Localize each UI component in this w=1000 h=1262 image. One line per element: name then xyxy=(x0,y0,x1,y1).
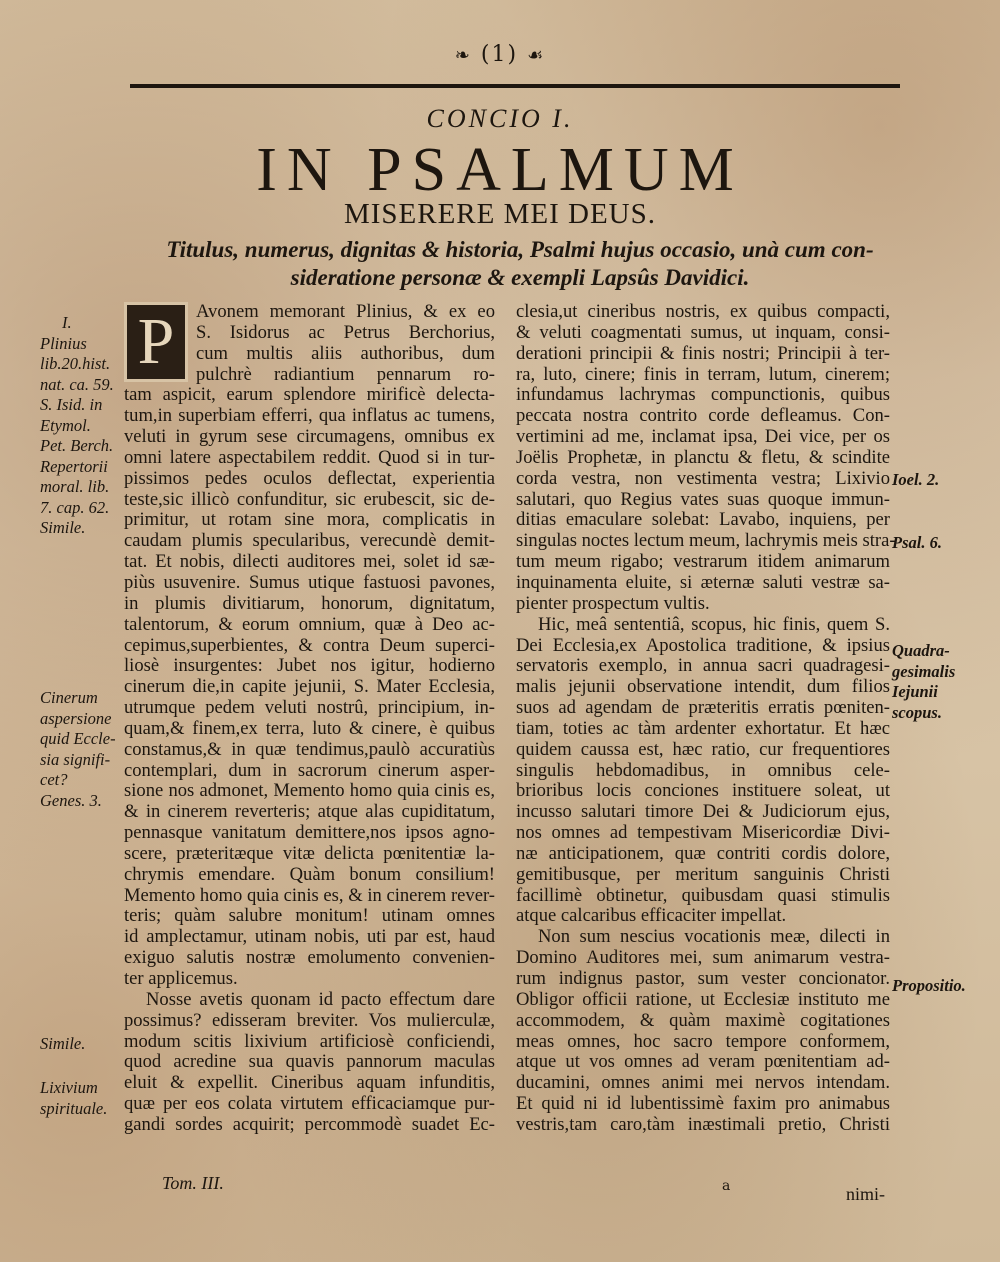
text-line: quidem caussa est, hæc ratio, cur frequentiores xyxy=(516,738,890,760)
margin-note-group xyxy=(40,1078,124,1119)
text-line: teste,sic illicò confunditur, sic erubescit, sic de- xyxy=(124,488,495,510)
text-line: servatoris exemplo, in annua sacri quadragesi- xyxy=(516,655,890,677)
text-line: quam,& finem,ex terra, luto & cinere, è quibus xyxy=(124,717,495,739)
text-line: liosè insurgentes: Jubet nos igitur, hodierno xyxy=(124,655,495,677)
text-line: incusso salutari timore Dei & Judiciorum ejus, xyxy=(516,801,890,823)
text-line: ditias emaculare solebat: Lavabo, inquiens, per xyxy=(516,509,890,531)
concio-label: CONCIO I. xyxy=(426,104,574,133)
margin-note: nat. ca. 59. xyxy=(40,374,114,394)
text-line: facillimè obtinetur, quibusdam quasi stimulis xyxy=(516,884,890,906)
text-line: infundamus lachrymas compunctionis, quibus xyxy=(516,384,890,406)
text-line: pennasque vanitatum demittere,nos ipsos agno- xyxy=(124,822,495,844)
text-line: inquinamenta eluite, si æternæ saluti vestræ sa- xyxy=(516,571,890,593)
text-line: clesia,ut cineribus nostris, ex quibus compacti, xyxy=(516,301,890,322)
margin-note: lib.20.hist. xyxy=(40,354,111,373)
margin-note: spirituale. xyxy=(40,1098,108,1118)
text-line: contemplari, dum in sacrorum cinerum asper- xyxy=(124,759,495,781)
text-line: chrymis emendare. Quàm bonum consilium! xyxy=(124,863,495,885)
text-line: Et quid ni id lubentissimè faxim pro animabus xyxy=(516,1093,890,1115)
page-subtitle: MISERERE MEI DEUS. xyxy=(343,198,657,230)
margin-note: scopus. xyxy=(892,702,942,722)
dropcap-initial: P xyxy=(124,302,188,382)
margin-note: Psal. 6. xyxy=(892,533,942,552)
text-line: tam aspicit, earum splendore mirificè delecta- xyxy=(124,384,495,406)
volume-label: Tom. III. xyxy=(162,1173,224,1193)
text-line: sione nos admonet, Memento homo quia cinis es, xyxy=(124,780,495,802)
text-line: rum indignus pastor, sum vester concionator. xyxy=(516,968,890,989)
text-line: possimus? edisseram breviter. Vos mulierculæ, xyxy=(124,1009,495,1031)
text-line: pissimos pedes oculos deflectat, experientia xyxy=(124,467,495,489)
text-line: meas omnes, hoc sacro tempore conformem, xyxy=(516,1030,890,1052)
margin-note: Repertorii xyxy=(40,456,108,476)
text-line: ducamini, omnes animi mei nervos intendam. xyxy=(516,1072,890,1094)
text-line: cum multis aliis authoribus, dum xyxy=(196,342,495,364)
right-text-column xyxy=(516,301,896,1136)
text-line: tiam, toties ac tàm ardenter exhortatur. Et hæc xyxy=(516,717,890,739)
heading-line: sideratione personæ & exempli Lapsûs Davidici. xyxy=(290,265,750,290)
text-line: peccata nostra contrito corde defleamus. Con- xyxy=(516,405,890,427)
text-line: & veluti coagmentati sumus, ut inquam, consi- xyxy=(516,321,890,343)
text-line: talentorum, & eorum omnium, quæ à Deo ac- xyxy=(124,613,495,635)
margin-note: S. Isid. in xyxy=(40,395,103,414)
text-line: omni latere aspectabilem reddit. Quod si in tur- xyxy=(124,446,495,468)
page-header xyxy=(0,42,1000,67)
margin-note: moral. lib. xyxy=(40,477,110,496)
text-line: in plumis divitiarum, honorum, dignitatum, xyxy=(124,592,495,614)
text-line: Memento homo quia cinis es, & in cinerem rever- xyxy=(124,884,495,906)
text-line: Joëlis Prophetæ, in planctu & fletu, & scindite xyxy=(516,446,890,468)
text-line: veluti in gyrum sese circumagens, omnibus ex xyxy=(124,426,495,448)
text-line: & in cinerem reverteris; atque alas cupiditatum, xyxy=(124,801,495,823)
text-line: Obligor officii ratione, ut Ecclesiæ instituto me xyxy=(516,988,890,1010)
text-line: Avonem memorant Plinius, & ex eo xyxy=(196,301,495,322)
text-line: id amplectamur, utinam nobis, uti par est, haud xyxy=(124,926,495,948)
signature-mark: a xyxy=(722,1178,731,1194)
text-line: singulis hebdomadibus, in omnibus cele- xyxy=(516,759,890,781)
text-line: Domino Auditores mei, sum animarum vestra- xyxy=(516,947,890,969)
margin-note: Pet. Berch. xyxy=(40,436,114,455)
text-line: singulas noctes lectum meum, lachrymis meis stra- xyxy=(516,530,896,552)
margin-note: Simile. xyxy=(40,518,86,537)
text-line: S. Isidorus ac Petrus Berchorius, xyxy=(196,321,495,343)
margin-note: Quadra- xyxy=(892,641,950,660)
ornament-right-icon: ☙ xyxy=(527,45,546,66)
page-title: IN PSALMUM xyxy=(256,136,744,204)
margin-note: Ioel. 2. xyxy=(892,470,940,489)
text-line: suos ad agendam de præteritis erratis pœniten- xyxy=(516,697,890,719)
text-line: Non sum nescius vocationis meæ, dilecti in xyxy=(538,926,890,948)
margin-note: Propositio. xyxy=(892,976,966,995)
margin-note: Genes. 3. xyxy=(40,790,102,810)
text-line: atque ut vos omnes ad veram pœnitentiam ad- xyxy=(516,1051,890,1073)
text-line: utrumque pedem veluti nostrû, principium, in- xyxy=(124,697,495,719)
text-line: tum,in superbiam efferri, qua inflatus ac tumens, xyxy=(124,405,495,427)
text-line: Dei Ecclesia,ex Apostolica traditione, & ipsius xyxy=(516,634,890,656)
page-number: (1) xyxy=(480,42,519,67)
text-line: cepimus,superbientes, & contra Deum superci- xyxy=(124,634,495,656)
text-line: malis jejunii observatione intendit, dum filios xyxy=(516,676,890,698)
text-line: pienter prospectum vultis. xyxy=(516,592,710,614)
text-line: gandi sordes acquirit; percommodè suadet Ec- xyxy=(124,1113,495,1135)
text-line: exiguo salutis nostræ emolumento convenien- xyxy=(124,947,495,969)
text-line: corda vestra, non vestimenta vestra; Lixivio xyxy=(516,467,890,489)
margin-note: gesimalis xyxy=(892,661,956,681)
margin-note: I. xyxy=(62,313,72,332)
margin-note: cet? xyxy=(40,770,68,789)
text-line: derationi principii & finis nostri; Principii à ter- xyxy=(516,342,890,364)
text-line: eluit & expellit. Cineribus aquam infunditis, xyxy=(124,1072,495,1094)
text-line: caudam plumis specularibus, verecundè demit- xyxy=(124,530,495,552)
margin-note: aspersione xyxy=(40,708,112,728)
text-line: tat. Et nobis, dilecti auditores mei, solet id sæ- xyxy=(124,551,495,573)
text-line: teris; quàm salubre monitum! utinam omnes xyxy=(124,905,495,927)
section-heading xyxy=(140,236,900,292)
margin-note: Iejunii xyxy=(892,682,938,701)
margin-note: Lixivium xyxy=(40,1078,98,1097)
text-line: nos omnes ad tempestivam Misericordiæ Divi- xyxy=(516,822,890,844)
margin-note: 7. cap. 62. xyxy=(40,497,110,517)
text-line: atque calcaribus efficaciter impellat. xyxy=(516,905,787,927)
text-line: quæ per eos colata virtutem efficaciamque pur- xyxy=(124,1093,495,1115)
text-line: quod acredine sua quavis pannorum maculas xyxy=(124,1051,495,1073)
left-text-column xyxy=(124,302,495,1136)
text-line: vestris,tam caro,tàm inæstimali pretio, Christi xyxy=(516,1113,890,1135)
text-line: accommodem, & quàm maximè cogitationes xyxy=(516,1009,890,1031)
text-line: cinerum die,in capite jejunii, S. Mater Ecclesia, xyxy=(124,676,495,698)
text-line: salutari, quo Regius vates suas quoque immun- xyxy=(516,488,890,510)
margin-note-group xyxy=(40,688,124,811)
margin-note-group xyxy=(892,641,997,723)
margin-note-group xyxy=(40,313,124,539)
text-line: Hic, meâ sententiâ, scopus, hic finis, quem S. xyxy=(538,613,890,635)
text-line: pulchrè radiantium pennarum ro- xyxy=(196,363,495,385)
text-line: piùs usuvenire. Sumus utique fastuosi pavones, xyxy=(124,571,495,593)
text-line: brioribus locis conciones instituere soleat, ut xyxy=(516,780,890,802)
margin-note: Plinius xyxy=(40,333,87,353)
text-line: tum meum rigabo; vestrarum itidem animarum xyxy=(516,551,890,573)
text-line: næ anticipationem, quæ contriti cordis dolore, xyxy=(516,842,890,864)
text-line: primitur, ut rotam sine mora, complicatis in xyxy=(124,509,495,531)
margin-note: Simile. xyxy=(40,1034,86,1053)
text-line: gemitibusque, per meritum sanguinis Christi xyxy=(516,863,890,885)
text-line: Nosse avetis quonam id pacto effectum dare xyxy=(146,988,495,1010)
header-rule xyxy=(130,84,900,88)
text-line: modum scitis lixivium artificiosè conficiendi, xyxy=(124,1030,495,1052)
margin-note: sia signifi- xyxy=(40,749,111,769)
margin-note: Etymol. xyxy=(40,415,91,435)
margin-note: quid Eccle- xyxy=(40,729,116,748)
text-line: vertimini ad me, inclamat ipsa, Dei vice, per os xyxy=(516,426,890,448)
margin-note-group xyxy=(40,1034,124,1055)
text-line: scere, præteritæque vitæ delicta pœnitentiæ la- xyxy=(124,842,495,864)
text-line: ter applicemus. xyxy=(124,968,238,989)
margin-note: Cinerum xyxy=(40,688,98,707)
heading-line: Titulus, numerus, dignitas & historia, Psalmi hujus occasio, unà cum con- xyxy=(166,237,874,262)
catchword: nimi- xyxy=(846,1184,885,1204)
ornament-left-icon: ❧ xyxy=(454,45,472,66)
text-line: constamus,& in quæ tendimus,paulò accuratiùs xyxy=(124,738,495,760)
text-line: ra, luto, cinere; finis in terram, lutum, cinerem; xyxy=(516,363,890,385)
